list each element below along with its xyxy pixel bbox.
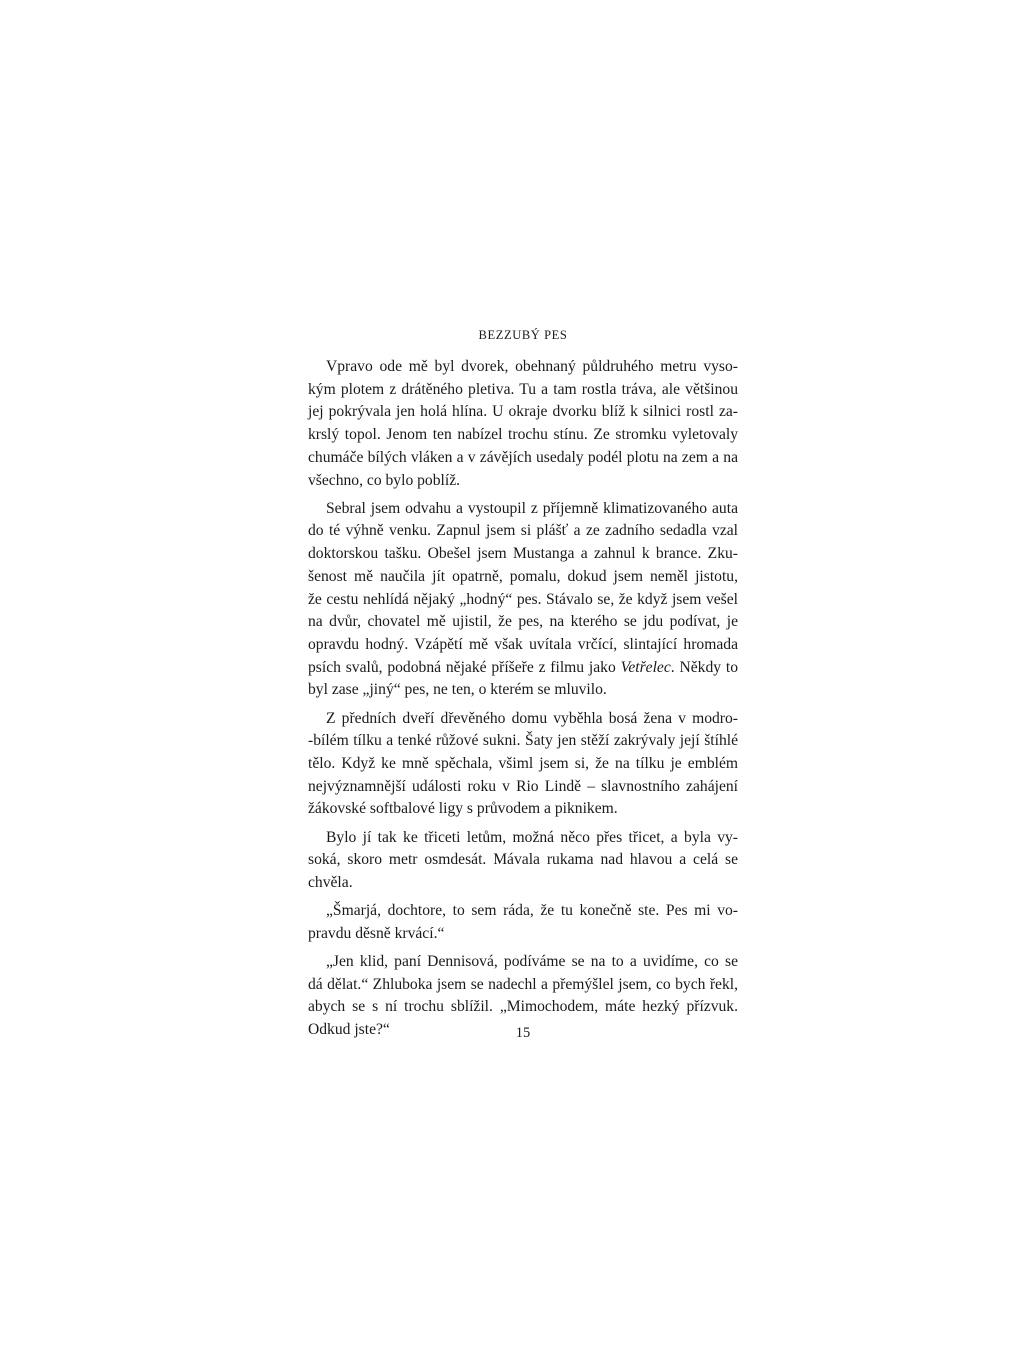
body-text <box>308 356 738 1042</box>
text-line: šenost mě naučila jít opatrně, pomalu, dokud jsem neměl jistotu, <box>308 567 738 585</box>
text-line: Sebral jsem odvahu a vystoupil z příjemně klimatizovaného auta <box>326 499 738 517</box>
paragraph <box>308 827 738 895</box>
text-line: „Jen klid, paní Dennisová, podíváme se na to a uvidíme, co se <box>326 953 738 971</box>
text-line: Bylo jí tak ke třiceti letům, možná něco přes třicet, a byla vy- <box>326 828 738 846</box>
text-line: na dvůr, chovatel mě ujistil, že pes, na kterého se jdu podívat, je <box>308 613 738 631</box>
text-line: opravdu hodný. Vzápětí mě však uvítala vrčící, slintající hromada <box>308 635 738 653</box>
text-line: chumáče bílých vláken a v závějích usedaly podél plotu na zem a na <box>308 448 738 466</box>
text-line: -bílém tílku a tenké růžové sukni. Šaty jen stěží zakrývaly její štíhlé <box>308 732 738 750</box>
text-line: že cestu nehlídá nějaký „hodný“ pes. Stávalo se, že když jsem vešel <box>308 590 738 608</box>
text-line: nejvýznamnější události roku v Rio Lindě – slavnostního zahájení <box>308 777 738 795</box>
paragraph <box>308 356 738 492</box>
text-line: do té výhně venku. Zapnul jsem si plášť a ze zadního sedadla vzal <box>308 522 738 540</box>
text-line: psích svalů, podobná nějaké příšeře z filmu jako Vetřelec. Někdy to <box>308 658 738 676</box>
italic-title: Vetřelec <box>620 658 671 676</box>
paragraph <box>308 498 738 702</box>
paragraph <box>308 708 738 822</box>
text-line: žákovské softbalové ligy s průvodem a piknikem. <box>308 800 618 818</box>
text-line: chvěla. <box>308 873 353 891</box>
text-line: abych se s ní trochu sblížil. „Mimochodem, máte hezký přízvuk. <box>308 998 738 1016</box>
text-line: všechno, co bylo poblíž. <box>308 471 461 489</box>
text-line: „Šmarjá, dochtore, to sem ráda, že tu konečně ste. Pes mi vo- <box>326 902 738 920</box>
text-line: Z předních dveří dřevěného domu vyběhla bosá žena v modro- <box>326 709 738 727</box>
text-line: Odkud jste?“ <box>308 1021 390 1039</box>
paragraph <box>308 900 738 945</box>
text-line: jej pokrývala jen holá hlína. U okraje dvorku blíž k silnici rostl za- <box>308 403 738 421</box>
text-line: doktorskou tašku. Obešel jsem Mustanga a zahnul k brance. Zku- <box>308 545 738 563</box>
text-line: tělo. Když ke mně spěchala, všiml jsem si, že na tílku je emblém <box>308 754 738 772</box>
page-number: 15 <box>515 1025 531 1041</box>
running-head: BEZZUBÝ PES <box>478 328 568 342</box>
text-line: byl zase „jiný“ pes, ne ten, o kterém se mluvilo. <box>308 681 607 699</box>
text-line: pravdu děsně krvácí.“ <box>308 924 445 942</box>
text-line: kým plotem z drátěného pletiva. Tu a tam rostla tráva, ale většinou <box>308 380 738 398</box>
text-line: krslý topol. Jenom ten nabízel trochu stínu. Ze stromku vyletovaly <box>308 426 738 444</box>
text-line: dá dělat.“ Zhluboka jsem se nadechl a přemýšlel jsem, co bych řekl, <box>308 975 738 993</box>
text-line: Vpravo ode mě byl dvorek, obehnaný půldruhého metru vyso- <box>326 358 738 375</box>
text-line: soká, skoro metr osmdesát. Mávala rukama nad hlavou a celá se <box>308 851 738 869</box>
